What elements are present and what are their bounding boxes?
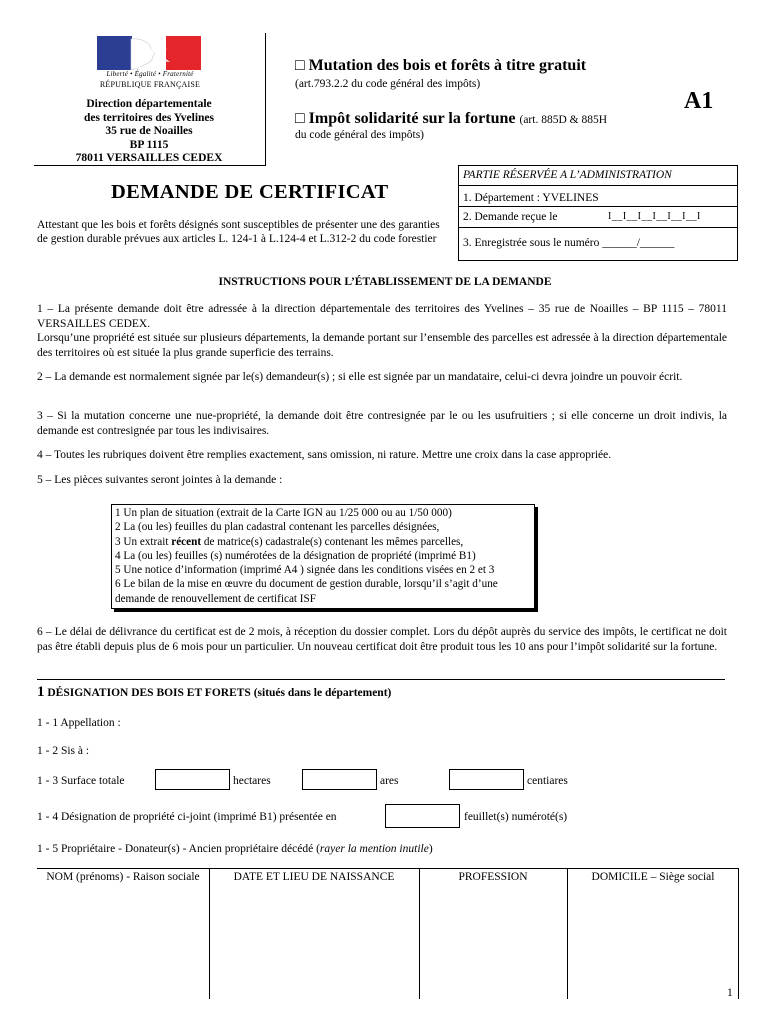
section-number: 1 (37, 684, 45, 700)
instruction-5: 5 – Les pièces suivantes seront jointes à la demande : (37, 474, 283, 486)
required-documents-box (111, 504, 535, 609)
section-1-heading (37, 683, 391, 702)
form-code: A1 (684, 88, 714, 114)
centiares-unit: centiares (527, 775, 568, 787)
designation-field-label: 1 - 4 Désignation de propriété ci-joint (imprimé B1) présentée en (37, 811, 337, 823)
owners-table (37, 868, 739, 999)
surface-field-label: 1 - 3 Surface totale (37, 775, 125, 787)
isf-checkbox[interactable]: □ (295, 110, 305, 127)
marianne-logo (97, 36, 201, 70)
section-title: DÉSIGNATION DES BOIS ET FORETS (situés dans le département) (44, 687, 392, 699)
option-mutation[interactable] (295, 56, 586, 76)
column-header-domicile: DOMICILE – Siège social (591, 871, 715, 883)
address-line: Direction départementale (86, 98, 212, 110)
header-underline (34, 165, 266, 166)
column-header-naissance: DATE ET LIEU DE NAISSANCE (233, 871, 395, 883)
mutation-label: Mutation des bois et forêts à titre gratuit (308, 57, 587, 74)
instructions-heading: INSTRUCTIONS POUR L’ÉTABLISSEMENT DE LA DEMANDE (218, 276, 552, 288)
column-header-nom: NOM (prénoms) - Raison sociale (46, 871, 200, 883)
admin-departement: 1. Département : YVELINES (459, 186, 737, 207)
instruction-1-address: 1 – La présente demande doit être adressée à la direction départementale des territoires des Yvelines – 35 rue de Noailles – BP 1115 – 78011 VERSAILLES CEDEX. (37, 303, 727, 330)
address-line: 78011 VERSAILLES CEDEX (75, 152, 223, 164)
hectares-input[interactable] (155, 769, 230, 790)
admin-date-received (459, 207, 737, 228)
issuer-address (60, 98, 238, 166)
document-item: 5 Une notice d’information (imprimé A4 ) signée dans les conditions visées en 2 et 3 (115, 564, 495, 577)
isf-label: Impôt solidarité sur la fortune (308, 110, 516, 127)
instruction-6: 6 – Le délai de délivrance du certificat est de 2 mois, à réception du dossier complet. Lors du dépôt auprès du service des impôts, le certificat ne doit pas être établi depuis plus de 6 mois pour un particulier. Un nouveau certificat doit être produit tous les 10 ans pour l’impôt solidarité sur la fortune. (37, 626, 727, 653)
feuillets-count-input[interactable] (385, 804, 460, 828)
document-item: 2 La (ou les) feuilles du plan cadastral contenant les parcelles désignées, (115, 521, 440, 534)
isf-article-ref-cont: du code général des impôts) (295, 129, 425, 141)
mutation-article-ref: (art.793.2.2 du code général des impôts) (295, 78, 481, 90)
instruction-1-multi-dept: Lorsqu’une propriété est située sur plusieurs départements, la demande portant sur l’ensemble des parcelles est adressée à la direction départementale des territoires où est située la plus grande superficie des terrains. (37, 332, 727, 359)
republique-francaise: RÉPUBLIQUE FRANÇAISE (99, 80, 201, 89)
admin-date-label: 2. Demande reçue le (463, 211, 558, 223)
instruction-2: 2 – La demande est normalement signée par le(s) demandeur(s) ; si elle est signée par un mandataire, celui-ci devra joindre un pouvoir écrit. (37, 371, 683, 383)
admin-registration[interactable]: 3. Enregistrée sous le numéro ______/______ (463, 237, 675, 249)
instruction-4: 4 – Toutes les rubriques doivent être remplies exactement, sans omission, ni rature. Mettre une croix dans la case appropriée. (37, 449, 612, 461)
page-title: DEMANDE DE CERTIFICAT (111, 181, 389, 203)
feuillets-unit: feuillet(s) numéroté(s) (464, 811, 568, 823)
document-item: 6 Le bilan de la mise en œuvre du document de gestion durable, lorsqu’il s’agit d’une (115, 578, 498, 591)
page-number: 1 (727, 987, 733, 999)
proprietaire-label (37, 842, 433, 857)
address-line: BP 1115 (129, 138, 169, 151)
ares-unit: ares (380, 775, 399, 787)
hectares-unit: hectares (233, 775, 271, 787)
column-divider (738, 869, 739, 999)
column-header-profession: PROFESSION (458, 871, 528, 883)
document-item-text: 3 Un extrait (115, 535, 172, 548)
column-divider (567, 869, 568, 999)
sis-a-field-label: 1 - 2 Sis à : (37, 745, 90, 757)
admin-heading: PARTIE RÉSERVÉE A L’ADMINISTRATION (459, 166, 737, 186)
address-line: 35 rue de Noailles (105, 125, 193, 137)
ares-input[interactable] (302, 769, 377, 790)
column-divider (209, 869, 210, 999)
proprietaire-text: 1 - 5 Propriétaire - Donateur(s) - Ancien propriétaire décédé ( (37, 843, 320, 855)
admin-reserved-box (458, 165, 738, 261)
document-item: 1 Un plan de situation (extrait de la Carte IGN au 1/25 000 ou au 1/50 000) (115, 507, 452, 519)
column-divider (419, 869, 420, 999)
admin-date-digits[interactable]: I__I__I__I__I__I__I (608, 211, 701, 222)
option-isf[interactable] (295, 109, 607, 129)
address-line: des territoires des Yvelines (84, 111, 214, 124)
isf-article-ref: (art. 885D & 885H (519, 114, 607, 126)
section-divider (37, 679, 725, 680)
republic-motto: Liberté • Égalité • Fraternité (106, 70, 194, 78)
instruction-3: 3 – Si la mutation concerne une nue-propriété, la demande doit être contresignée par le ou les usufruitiers ; si elle concerne un droit indivis, la demande est contresignée par tous les indivisaires. (37, 410, 727, 437)
instruction-1 (37, 302, 727, 360)
document-item (115, 535, 531, 549)
appellation-field-label: 1 - 1 Appellation : (37, 717, 121, 729)
proprietaire-note: rayer la mention inutile (319, 843, 429, 855)
document-item: demande de renouvellement de certificat ISF (115, 592, 316, 605)
document-item-emphasis: récent (171, 535, 202, 548)
centiares-input[interactable] (449, 769, 524, 790)
mutation-checkbox[interactable]: □ (295, 57, 305, 74)
document-item-text: de matrice(s) cadastrale(s) contenant les mêmes parcelles, (201, 535, 464, 548)
certificate-description: Attestant que les bois et forêts désignés sont susceptibles de présenter une des garanties de gestion durable prévues aux articles L. 124-1 à L.124-4 et L.312-2 du code forestier (37, 219, 440, 245)
header-divider (265, 33, 266, 166)
document-item: 4 La (ou les) feuilles (s) numérotées de la désignation de propriété (imprimé B1) (115, 549, 476, 562)
proprietaire-end: ) (428, 843, 433, 855)
